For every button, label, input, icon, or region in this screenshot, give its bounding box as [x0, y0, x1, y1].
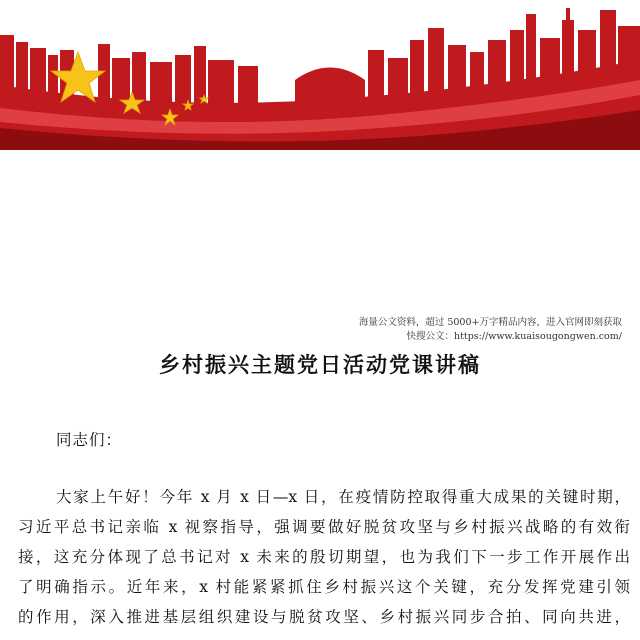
- paragraph-line: 大家上午好！今年 x 月 x 日—x 日，在疫情防控取得重大成果的关键时期，: [56, 488, 630, 506]
- city-skyline-banner-graphic: [0, 0, 640, 150]
- promo-notice: [242, 316, 622, 344]
- greeting: 同志们：: [56, 431, 123, 449]
- paragraph-line: 了明确指示。近年来，x 村能紧紧抓住乡村振兴这个关键，充分发挥党建引领: [18, 578, 630, 596]
- paragraph-line: 接，这充分体现了总书记对 x 未来的殷切期望，也为我们下一步工作开展作出: [18, 548, 630, 566]
- promo-line-1: 海量公文资料，超过 5000+万字精品内容，进入官网即刻获取: [358, 317, 622, 328]
- paragraph-line: 的作用，深入推进基层组织建设与脱贫攻坚、乡村振兴同步合拍、同向共进，: [18, 608, 630, 626]
- paragraph-line: 习近平总书记亲临 x 视察指导，强调要做好脱贫攻坚与乡村振兴战略的有效衔: [18, 518, 630, 536]
- header-banner: [0, 0, 640, 150]
- promo-line-2: 快搜公文：https://www.kuaisougongwen.com/: [406, 331, 622, 342]
- body-paragraph: [18, 482, 630, 632]
- document-title: 乡村振兴主题党日活动党课讲稿: [159, 352, 481, 377]
